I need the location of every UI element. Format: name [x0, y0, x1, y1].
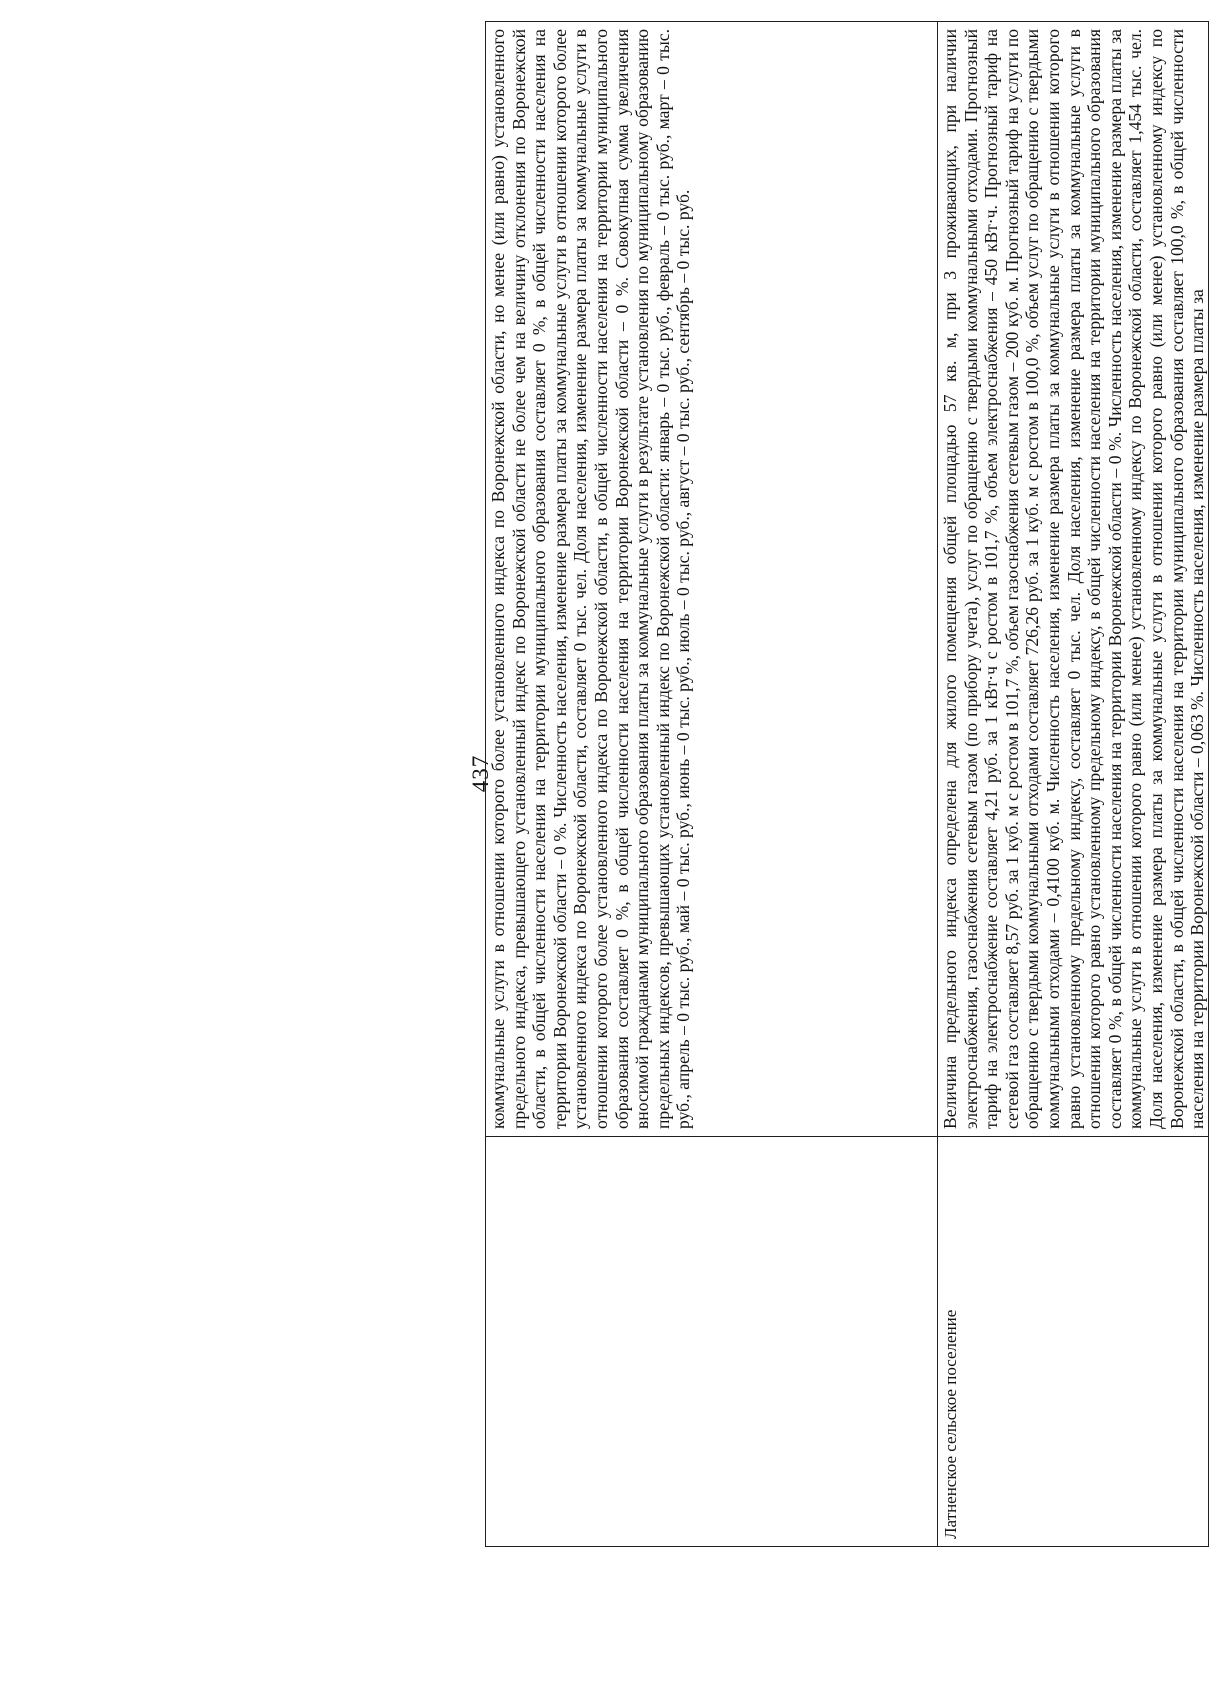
- municipality-name-cell: [486, 1137, 938, 1547]
- table-row: [938, 22, 1209, 1547]
- table-row: [486, 22, 938, 1547]
- page-number: 437: [468, 754, 493, 793]
- municipality-name-cell: Латненское сельское поселение: [938, 1137, 1209, 1547]
- tariff-index-table: [485, 21, 1209, 1547]
- index-description-cell: коммунальные услуги в отношении которого более установленного индекса по Воронежской области, но менее (или равно) установленного предельного индекса, превышающего установленный индекс по Воронежской области не более чем на величину отклонения по Воронежской области, в общей численности населения на территории муниципального образования составляет 0 %, в общей численности населения на территории Воронежской области – 0 %. Численность населения, изменение размера платы за коммунальные услуги в отношении которого более установленного индекса по Воронежской области, составляет 0 тыс. чел. Доля населения, изменение размера платы за коммунальные услуги в отношении которого более установленного индекса по Воронежской области, в общей численности населения на территории муниципального образования составляет 0 %, в общей численности населения на территории Воронежской области – 0 %. Совокупная сумма увеличения вносимой гражданами муниципального образования платы за коммунальные услуги в результате установления по муниципальному образованию предельных индексов, превышающих установленный индекс по Воронежской области: январь – 0 тыс. руб., февраль – 0 тыс. руб., март – 0 тыс. руб., апрель – 0 тыс. руб., май – 0 тыс. руб., июнь – 0 тыс. руб., июль – 0 тыс. руб., август – 0 тыс. руб., сентябрь – 0 тыс. руб.: [486, 22, 938, 1137]
- index-description-cell: Величина предельного индекса определена для жилого помещения общей площадью 57 кв. м, при 3 проживающих, при наличии электроснабжения, газоснабжения сетевым газом (по прибору учета), услуг по обращению с твердыми коммунальными отходами. Прогнозный тариф на электроснабжение составляет 4,21 руб. за 1 кВт·ч с ростом в 101,7 %, объем электроснабжения – 450 кВт·ч. Прогнозный тариф на сетевой газ составляет 8,57 руб. за 1 куб. м с ростом в 101,7 %, объем газоснабжения сетевым газом – 200 куб. м. Прогнозный тариф на услуги по обращению с твердыми коммунальными отходами составляет 726,26 руб. за 1 куб. м с ростом в 100,0 %, объем услуг по обращению с твердыми коммунальными отходами – 0,4100 куб. м. Численность населения, изменение размера платы за коммунальные услуги в отношении которого равно установленному предельному индексу, составляет 0 тыс. чел. Доля населения, изменение размера платы за коммунальные услуги в отношении которого равно установленному предельному индексу, в общей численности населения на территории муниципального образования составляет 0 %, в общей численности населения на территории Воронежской области – 0 %. Численность населения, изменение размера платы за коммунальные услуги в отношении которого равно (или менее) установленному индексу по Воронежской области, составляет 1,454 тыс. чел. Доля населения, изменение размера платы за коммунальные услуги в отношении которого равно (или менее) установленному индексу по Воронежской области, в общей численности населения на территории муниципального образования составляет 100,0 %, в общей численности населения на территории Воронежской области – 0,063 %. Численность населения, изменение размера платы за: [938, 22, 1209, 1137]
- rotated-document-page: [93, 0, 1208, 1547]
